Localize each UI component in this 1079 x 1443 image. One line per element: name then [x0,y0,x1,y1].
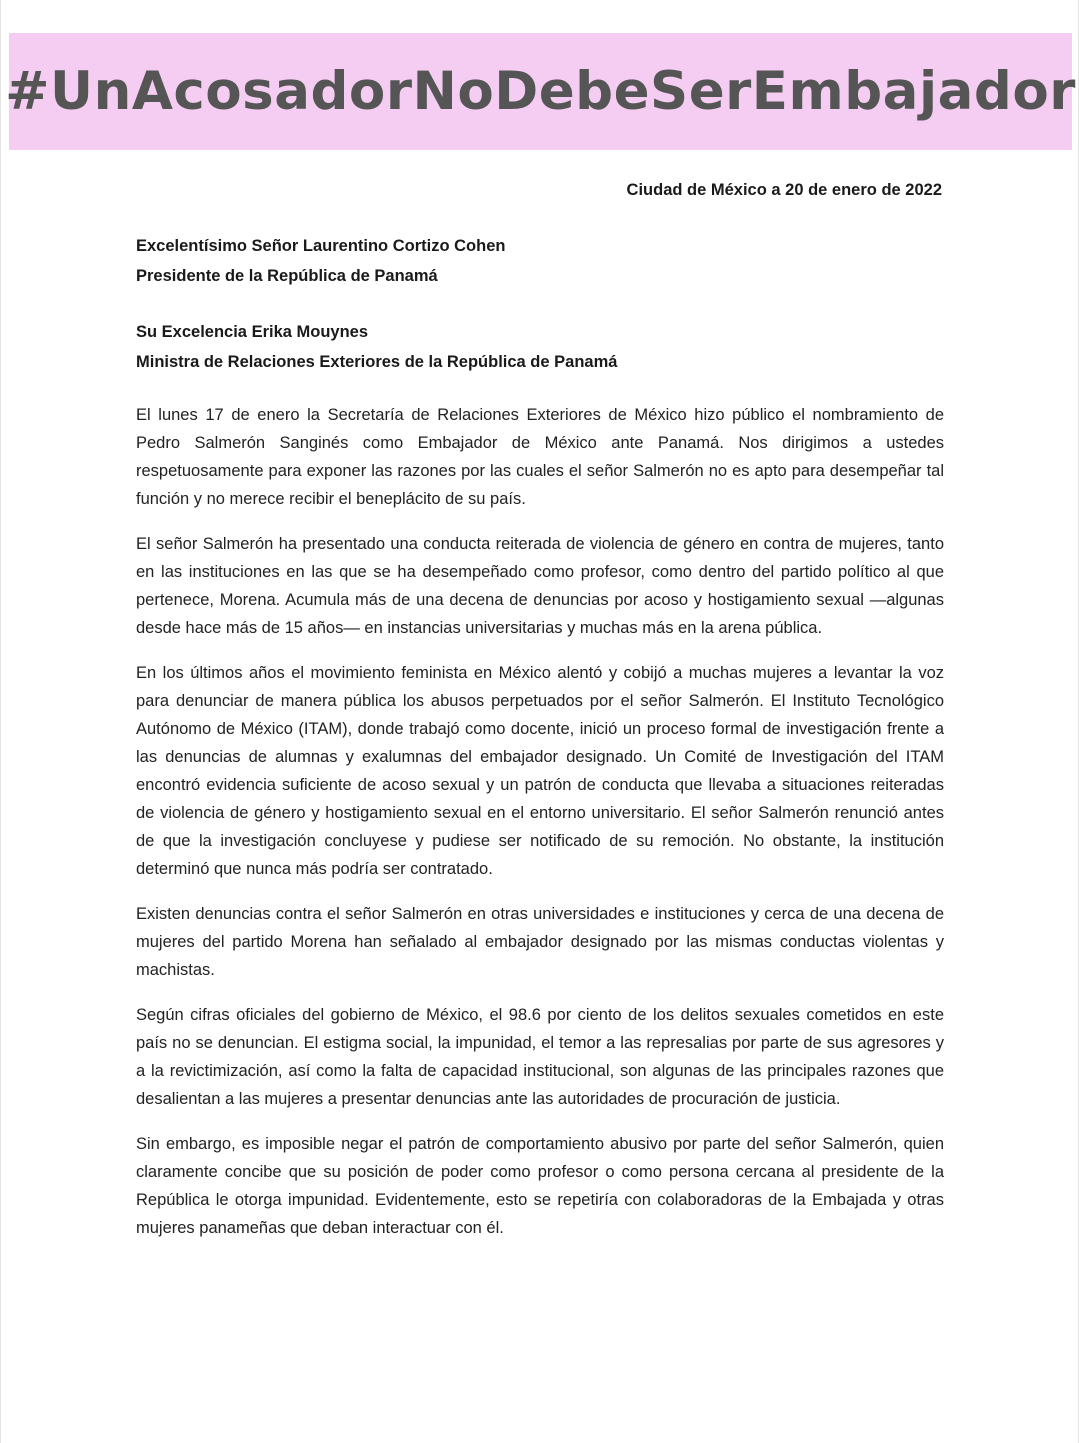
body-paragraph: El lunes 17 de enero la Secretaría de Relaciones Exteriores de México hizo público el nombramiento de Pedro Salmerón Sanginés como Embajador de México ante Panamá. Nos dirigimos a ustedes respetuosamente para exponer las razones por las cuales el señor Salmerón no es apto para desempeñar tal función y no merece recibir el beneplácito de su país. [136,406,944,508]
addressee-title: Ministra de Relaciones Exteriores de la República de Panamá [136,353,618,371]
body-paragraph: Según cifras oficiales del gobierno de México, el 98.6 por ciento de los delitos sexuales cometidos en este país no se denuncian. El estigma social, la impunidad, el temor a las represalias por parte de sus agresores y a la revictimización, así como la falta de capacidad institucional, son algunas de las principales razones que desalientan a las mujeres a presentar denuncias ante las autoridades de procuración de justicia. [136,1006,944,1108]
hashtag-title: #UnAcosadorNoDebeSerEmbajador [5,61,1076,122]
addressee-title: Presidente de la República de Panamá [136,267,438,285]
letter-date: Ciudad de México a 20 de enero de 2022 [626,181,942,199]
addressee-name: Su Excelencia Erika Mouynes [136,323,369,341]
hashtag-banner [5,33,1076,150]
body-paragraph: En los últimos años el movimiento feminista en México alentó y cobijó a muchas mujeres a levantar la voz para denunciar de manera pública los abusos perpetuados por el señor Salmerón. El Instituto Tecnológico Autónomo de México (ITAM), donde trabajó como docente, inició un proceso formal de investigación frente a las denuncias de alumnas y exalumnas del embajador designado. Un Comité de Investigación del ITAM encontró evidencia suficiente de acoso sexual y un patrón de conducta que llevaba a situaciones reiteradas de violencia de género y hostigamiento sexual en el entorno universitario. El señor Salmerón renunció antes de que la investigación concluyese y pudiese ser notificado de su remoción. No obstante, la institución determinó que nunca más podría ser contratado. [136,664,944,878]
letter-body [136,401,944,1259]
body-paragraph: Existen denuncias contra el señor Salmerón en otras universidades e instituciones y cerca de una decena de mujeres del partido Morena han señalado al embajador designado por las mismas conductas violentas y machistas. [136,905,944,979]
body-paragraph: Sin embargo, es imposible negar el patrón de comportamiento abusivo por parte del señor Salmerón, quien claramente concibe que su posición de poder como profesor o como persona cercana al presidente de la República le otorga impunidad. Evidentemente, esto se repetiría con colaboradoras de la Embajada y otras mujeres panameñas que deban interactuar con él. [136,1135,944,1237]
addressee-block [136,231,505,291]
addressee-name: Excelentísimo Señor Laurentino Cortizo Cohen [136,237,506,255]
body-paragraph: El señor Salmerón ha presentado una conducta reiterada de violencia de género en contra de mujeres, tanto en las instituciones en las que se ha desempeñado como profesor, como dentro del partido político al que pertenece, Morena. Acumula más de una decena de denuncias por acoso y hostigamiento sexual —algunas desde hace más de 15 años— en instancias universitarias y muchas más en la arena pública. [136,535,944,637]
addressee-block [136,317,617,377]
